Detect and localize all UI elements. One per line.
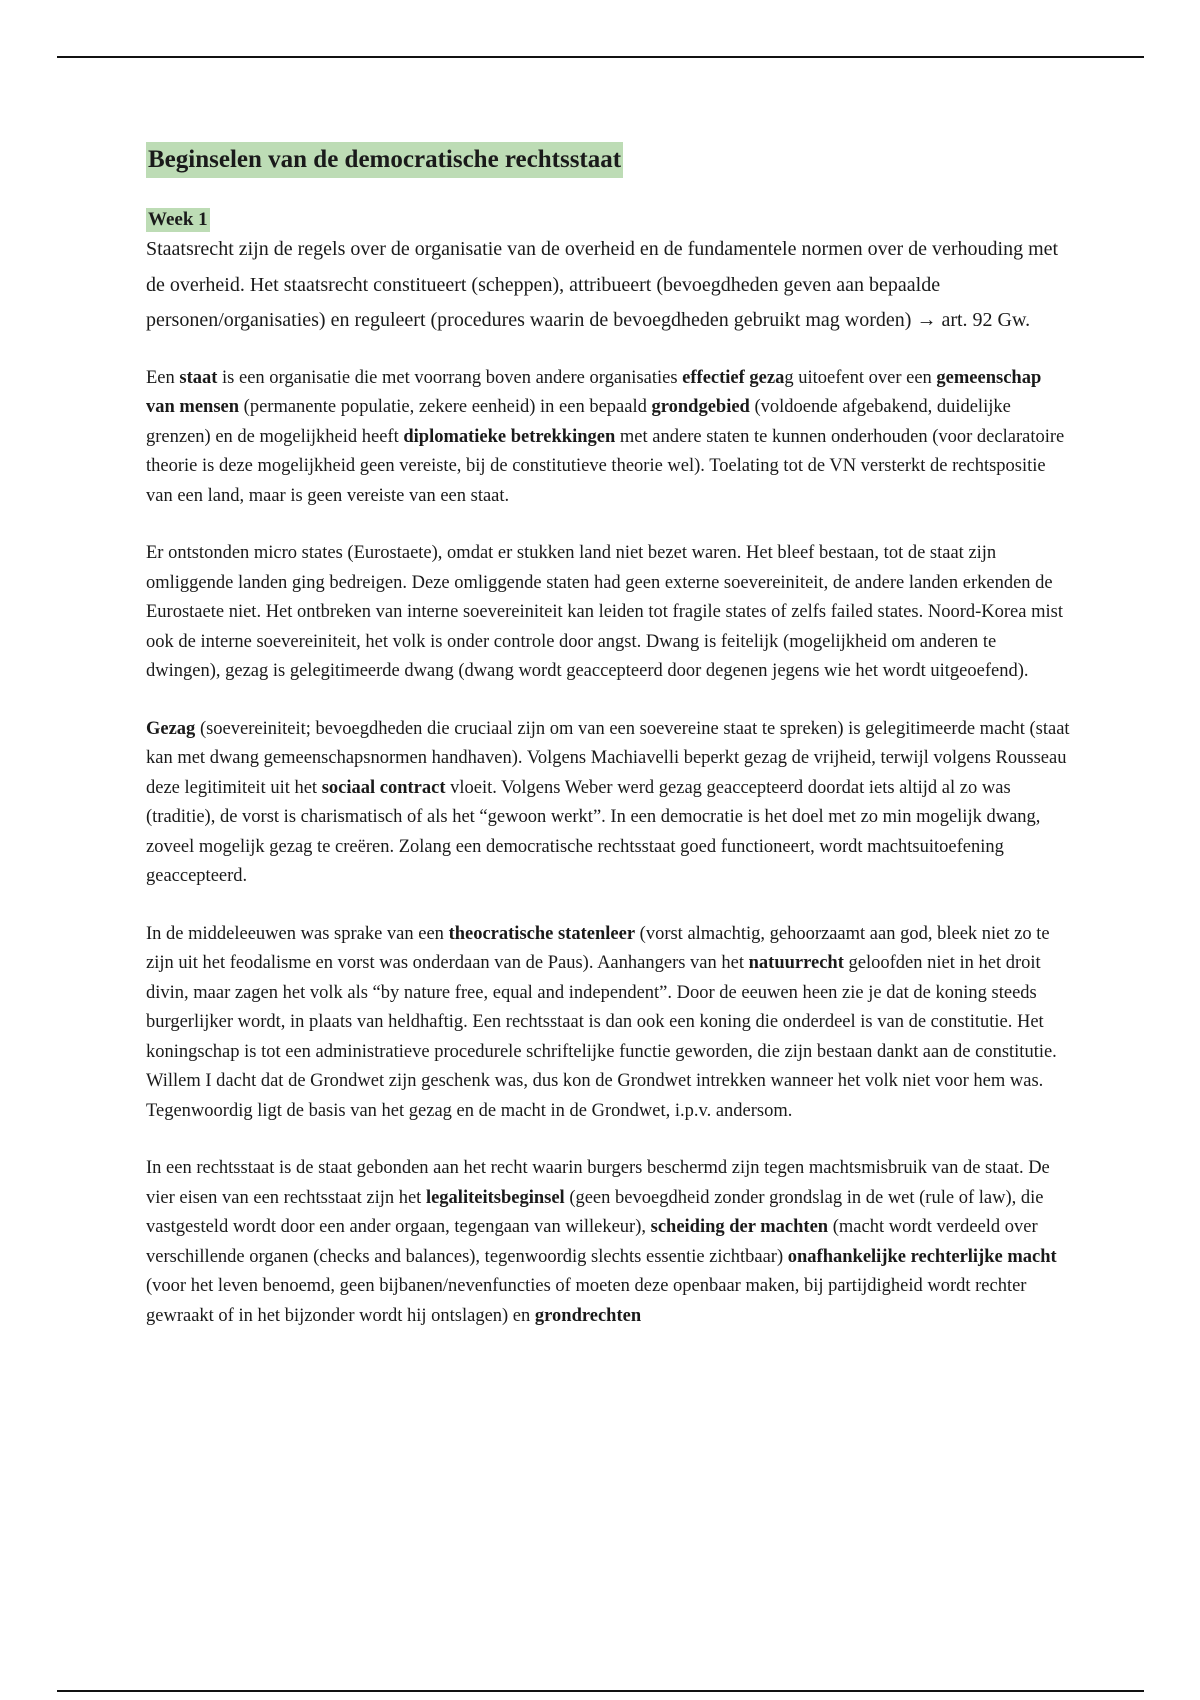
term-gemeenschap: gemeenschap van mensen bbox=[146, 367, 1042, 417]
term-grondgebied: grondgebied bbox=[651, 397, 750, 417]
term-theocratische-statenleer: theocratische statenleer bbox=[448, 923, 636, 944]
document-title: Beginselen van de democratische rechtsstaat bbox=[146, 142, 623, 178]
page-top-rule bbox=[57, 56, 1144, 58]
term-staat: staat bbox=[179, 367, 218, 388]
term-natuurrecht: natuurrecht bbox=[748, 953, 844, 973]
paragraph-staatsrecht: Staatsrecht zijn de regels over de organisatie van de overheid en de fundamentele normen over de verhouding met de overheid. Het staatsrecht constitueert (scheppen), attribueert (bevoegdheden geven aan bepaalde personen/organisaties) en reguleert (procedures waarin de bevoegdheden gebruikt mag worden) → art. 92 Gw. bbox=[146, 238, 1059, 331]
paragraph-rechtsstaat: In een rechtsstaat is de staat gebonden aan het recht waarin burgers beschermd zijn tegen machtsmisbruik van de staat. De vier eisen van een rechtsstaat zijn het legaliteitsbeginsel (geen bevoegdheid zonder grondslag in de wet (rule of law), die vastgesteld wordt door een ander orgaan, tegengaan van willekeur), scheiding der machten (macht wordt verdeeld over verschillende organen (checks and balances), tegenwoordig slechts essentie zichtbaar) onafhankelijke rechterlijke macht (voor het leven benoemd, geen bijbanen/nevenfuncties of moeten deze openbaar maken, bij partijdigheid wordt rechter gewraakt of in het bijzonder wordt hij ontslagen) en grondrechten bbox=[146, 1158, 1057, 1326]
term-grondrechten: grondrechten bbox=[534, 1305, 642, 1326]
paragraph-middeleeuwen: In de middeleeuwen was sprake van een theocratische statenleer (vorst almachtig, gehoorzaamt aan god, bleek niet zo te zijn uit het feodalisme en vorst was onderdaan van de Paus). Aanhangers van het natuurrecht geloofden niet in het droit divin, maar zagen het volk als “by nature free, equal and independent”. Door de eeuwen heen zie je dat de koning steeds burgerlijker wordt, in plaats van heldhaftig. Een rechtsstaat is dan ook een koning die onderdeel is van de constitutie. Het koningschap is tot een administratieve procedurele schriftelijke functie geworden, die zijn bestaan dankt aan de constitutie. Willem I dacht dat de Grondwet zijn geschenk was, dus kon de Grondwet intrekken wanneer het volk niet voor hem was. Tegenwoordig ligt de basis van het gezag en de macht in de Grondwet, i.p.v. andersom. bbox=[146, 923, 1057, 1121]
term-scheiding-der-machten: scheiding der machten bbox=[650, 1217, 829, 1237]
term-legaliteitsbeginsel: legaliteitsbeginsel bbox=[425, 1187, 565, 1208]
paragraph-micro-states: Er ontstonden micro states (Eurostaete), omdat er stukken land niet bezet waren. Het bleef bestaan, tot de staat zijn omliggende landen ging bedreigen. Deze omliggende staten had geen externe soevereiniteit, de andere landen erkenden de Eurostaete niet. Het ontbreken van interne soevereiniteit kan leiden tot fragile states of zelfs failed states. Noord-Korea mist ook de interne soevereiniteit, het volk is onder controle door angst. Dwang is feitelijk (mogelijkheid om anderen te dwingen), gezag is gelegitimeerde dwang (dwang wordt geaccepteerd door degenen jegens wie het wordt uitgeoefend). bbox=[146, 543, 1063, 681]
term-effectief-gezag: effectief geza bbox=[682, 367, 785, 388]
term-gezag: Gezag bbox=[146, 718, 196, 739]
document-body bbox=[146, 142, 1071, 1331]
paragraph-gezag: Gezag (soevereiniteit; bevoegdheden die cruciaal zijn om van een soevereine staat te spreken) is gelegitimeerde macht (staat kan met dwang gemeenschapsnormen handhaven). Volgens Machiavelli beperkt gezag de vrijheid, terwijl volgens Rousseau deze legitimiteit uit het sociaal contract vloeit. Volgens Weber werd gezag geaccepteerd doordat iets altijd al zo was (traditie), de vorst is charismatisch of als het “gewoon werkt”. In een democratie is het doel met zo min mogelijk dwang, zoveel mogelijk gezag te creëren. Zolang een democratische rechtsstaat goed functioneert, wordt machtsuitoefening geaccepteerd. bbox=[146, 718, 1070, 886]
term-onafhankelijke-rechterlijke-macht: onafhankelijke rechterlijke macht bbox=[787, 1246, 1057, 1267]
term-diplomatieke-betrekkingen: diplomatieke betrekkingen bbox=[403, 426, 616, 447]
page-bottom-rule bbox=[57, 1690, 1144, 1692]
term-sociaal-contract: sociaal contract bbox=[321, 777, 446, 798]
week-heading: Week 1 bbox=[148, 209, 208, 230]
paragraph-staat: Een staat is een organisatie die met voorrang boven andere organisaties effectief gezag uitoefent over een gemeenschap van mensen (permanente populatie, zekere eenheid) in een bepaald grondgebied (voldoende afgebakend, duidelijke grenzen) en de mogelijkheid heeft diplomatieke betrekkingen met andere staten te kunnen onderhouden (voor declaratoire theorie is deze mogelijkheid geen vereiste, bij de constitutieve theorie wel). Toelating tot de VN versterkt de rechtspositie van een land, maar is geen vereiste van een staat. bbox=[146, 367, 1065, 506]
